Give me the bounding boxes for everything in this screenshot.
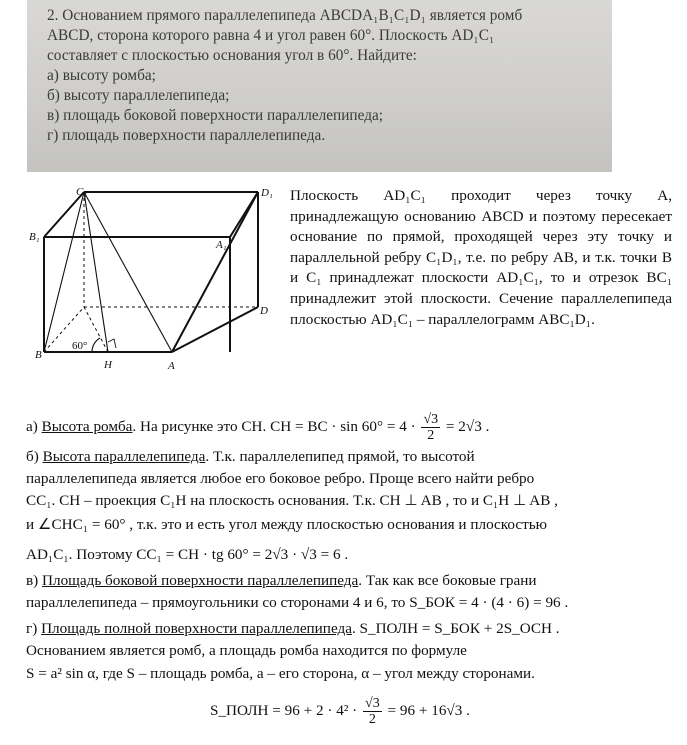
label-b: B <box>35 349 42 361</box>
angle-arc <box>92 338 100 352</box>
answer-c-title: Площадь боковой поверхности параллелепипеда <box>42 572 359 589</box>
answer-a-fraction <box>421 412 440 443</box>
formula-right: = 96 + 16√3 . <box>387 701 470 719</box>
problem-item-a: а) высоту ромба; <box>47 67 156 84</box>
problem-item-c: в) площадь боковой поверхности параллелепипеда; <box>47 107 384 124</box>
answer-a-text: . На рисунке это CH. CH = BC · sin 60° = 4 · <box>132 417 416 435</box>
label-d: D <box>260 305 268 317</box>
right-angle-mark <box>108 339 116 348</box>
label-h: H <box>104 359 112 371</box>
answer-b-line-4: и ∠CHC₁ = 60° , т.к. это и есть угол между плоскостью основания и плоскостью <box>26 516 548 533</box>
label-a: A <box>168 360 175 372</box>
answer-d-line-2: Основанием является ромб, а площадь ромба находится по формуле <box>26 642 467 659</box>
segment-c1a <box>84 192 172 352</box>
label-c1: C₁ <box>76 186 88 198</box>
problem-photo <box>27 0 612 172</box>
segment-c1h <box>84 192 108 352</box>
formula-frac-den: 2 <box>368 712 376 727</box>
answer-b-prefix: б) <box>26 448 43 465</box>
problem-line-3: составляет с плоскостью основания угол в 60°. Найдите: <box>47 47 417 64</box>
label-a1: A₁ <box>216 239 227 251</box>
answer-d-prefix: г) <box>26 620 42 637</box>
answer-b-line-2: параллелепипеда является любое его боковое ребро. Проще всего найти ребро <box>26 470 535 487</box>
answer-b-title: Высота параллелепипеда <box>42 448 206 465</box>
problem-line-1: 2. Основанием прямого параллелепипеда ABCDA₁B₁C₁D₁ является ромб <box>47 7 523 24</box>
answer-c-line-1 <box>26 570 666 591</box>
formula-left: S_ПОЛН = 96 + 2 · 4² · <box>210 701 358 719</box>
answer-a-frac-den: 2 <box>427 428 435 443</box>
answer-b-line-3: CC₁. CH – проекция C₁H на плоскость основания. Т.к. CH ⊥ AB , то и C₁H ⊥ AB , <box>26 492 558 509</box>
answer-a-prefix: а) <box>26 417 42 435</box>
section-ad1 <box>172 192 258 352</box>
answer-c-text-1: . Так как все боковые грани <box>358 572 537 589</box>
answer-c-prefix: в) <box>26 572 43 589</box>
answer-b-line-5: AD₁C₁. Поэтому CC₁ = CH · tg 60° = 2√3 · √3 = 6 . <box>26 546 349 563</box>
answer-b-text-1: . Т.к. параллелепипед прямой, то высотой <box>205 448 475 465</box>
answer-d-title: Площадь полной поверхности параллелепипеда <box>41 620 352 637</box>
problem-item-b: б) высоту параллелепипеда; <box>47 87 230 104</box>
problem-line-2: ABCD, сторона которого равна 4 и угол равен 60°. Плоскость AD₁C₁ <box>47 27 495 44</box>
answer-b-line-1 <box>26 446 666 467</box>
answer-a-line <box>26 412 666 443</box>
answer-a-title: Высота ромба <box>41 417 133 435</box>
answer-c-line-2: параллелепипеда – прямоугольники со сторонами 4 и 6, то S_БОК = 4 · (4 · 6) = 96 . <box>26 594 569 611</box>
label-d1: D₁ <box>261 187 273 199</box>
formula-frac-num: √3 <box>365 696 380 711</box>
answer-a-frac-num: √3 <box>423 412 439 427</box>
answer-d-text-1: . S_ПОЛН = S_БОК + 2S_ОСН . <box>351 620 560 637</box>
answer-d-formula <box>210 696 630 727</box>
answer-d-line-1 <box>26 618 666 639</box>
parallelepiped-figure <box>26 182 284 380</box>
formula-fraction <box>363 696 382 727</box>
label-angle-60: 60° <box>72 340 88 352</box>
solution-intro: Плоскость AD₁C₁ проходит через точку A, принадлежащую основанию ABCD и поэтому пересекает основание по прямой, проходящей через эту точку и параллельной ребру C₁D₁, т.е. по ребру AB, и т.к. точки B и C₁ принадлежат плоскости AD₁C₁, то и отрезок BC₁ принадлежит этой плоскости. Сечение параллелепипеда плоскостью AD₁C₁ – параллелограмм ABC₁D₁. <box>290 187 672 328</box>
label-b1: B₁ <box>29 231 40 243</box>
answer-d-line-3: S = a² sin α, где S – площадь ромба, a – его сторона, α – угол между сторонами. <box>26 665 535 682</box>
answer-a-result: = 2√3 . <box>445 417 490 435</box>
problem-item-d: г) площадь поверхности параллелепипеда. <box>47 127 326 144</box>
